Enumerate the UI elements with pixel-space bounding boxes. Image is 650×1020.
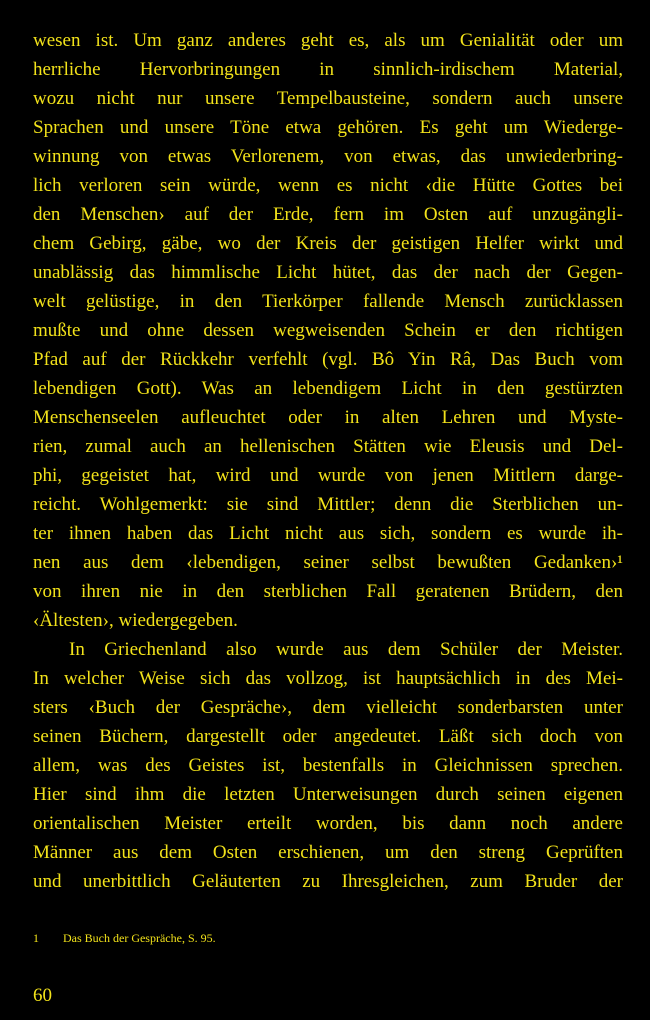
text-line: lebendigen Gott). Was an lebendigem Licht in den gestürzten [33,378,623,399]
text-line: lich verloren sein würde, wenn es nicht ‹die Hütte Gottes bei [33,175,623,196]
page-number: 60 [33,985,52,1006]
text-line: Hier sind ihm die letzten Unterweisungen durch seinen eigenen [33,784,623,805]
text-line: phi, gegeistet hat, wird und wurde von jenen Mittlern darge- [33,465,623,486]
text-line: von ihren nie in den sterblichen Fall geratenen Brüdern, den [33,581,623,602]
text-line: Menschenseelen aufleuchtet oder in alten Lehren und Myste- [33,407,623,428]
text-line: rien, zumal auch an hellenischen Stätten wie Eleusis und Del- [33,436,623,457]
footnote-mark: 1 [33,931,39,945]
text-line: nen aus dem ‹lebendigen, seiner selbst bewußten Gedanken›¹ [33,552,623,573]
text-line: wesen ist. Um ganz anderes geht es, als um Genialität oder um [33,30,623,51]
text-line: allem, was des Geistes ist, bestenfalls in Gleichnissen sprechen. [33,755,623,776]
text-line: In welcher Weise sich das vollzog, ist hauptsächlich in des Mei- [33,668,623,689]
text-line: herrliche Hervorbringungen in sinnlich-irdischem Material, [33,59,623,80]
text-line: Männer aus dem Osten erschienen, um den streng Geprüften [33,842,623,863]
text-line: ter ihnen haben das Licht nicht aus sich, sondern es wurde ih- [33,523,623,544]
text-line: reicht. Wohlgemerkt: sie sind Mittler; denn die Sterblichen un- [33,494,623,515]
text-line: chem Gebirg, gäbe, wo der Kreis der geistigen Helfer wirkt und [33,233,623,254]
text-line: sters ‹Buch der Gespräche›, dem vielleicht sonderbarsten unter [33,697,623,718]
text-line: den Menschen› auf der Erde, fern im Osten auf unzugängli- [33,204,623,225]
footnote-text: Das Buch der Gespräche, S. 95. [63,931,216,945]
text-line: und unerbittlich Geläuterten zu Ihresgleichen, zum Bruder der [33,871,623,892]
text-line: mußte und ohne dessen wegweisenden Schein er den richtigen [33,320,623,341]
text-line: orientalischen Meister erteilt worden, bis dann noch andere [33,813,623,834]
text-line: unablässig das himmlische Licht hütet, das der nach der Gegen- [33,262,623,283]
text-line: Pfad auf der Rückkehr verfehlt (vgl. Bô Yin Râ, Das Buch vom [33,349,623,370]
text-line-paragraph-start: In Griechenland also wurde aus dem Schüler der Meister. [69,639,623,660]
text-line: winnung von etwas Verlorenem, von etwas, das unwiederbring- [33,146,623,167]
body-text [33,26,623,896]
footnote [33,930,216,946]
text-line: welt gelüstige, in den Tierkörper fallende Mensch zurücklassen [33,291,623,312]
text-line: Sprachen und unsere Töne etwa gehören. Es geht um Wiederge- [33,117,623,138]
text-line: wozu nicht nur unsere Tempelbausteine, sondern auch unsere [33,88,623,109]
text-line: seinen Büchern, dargestellt oder angedeutet. Läßt sich doch von [33,726,623,747]
text-line-paragraph-end: ‹Ältesten›, wiedergegeben. [33,610,238,631]
